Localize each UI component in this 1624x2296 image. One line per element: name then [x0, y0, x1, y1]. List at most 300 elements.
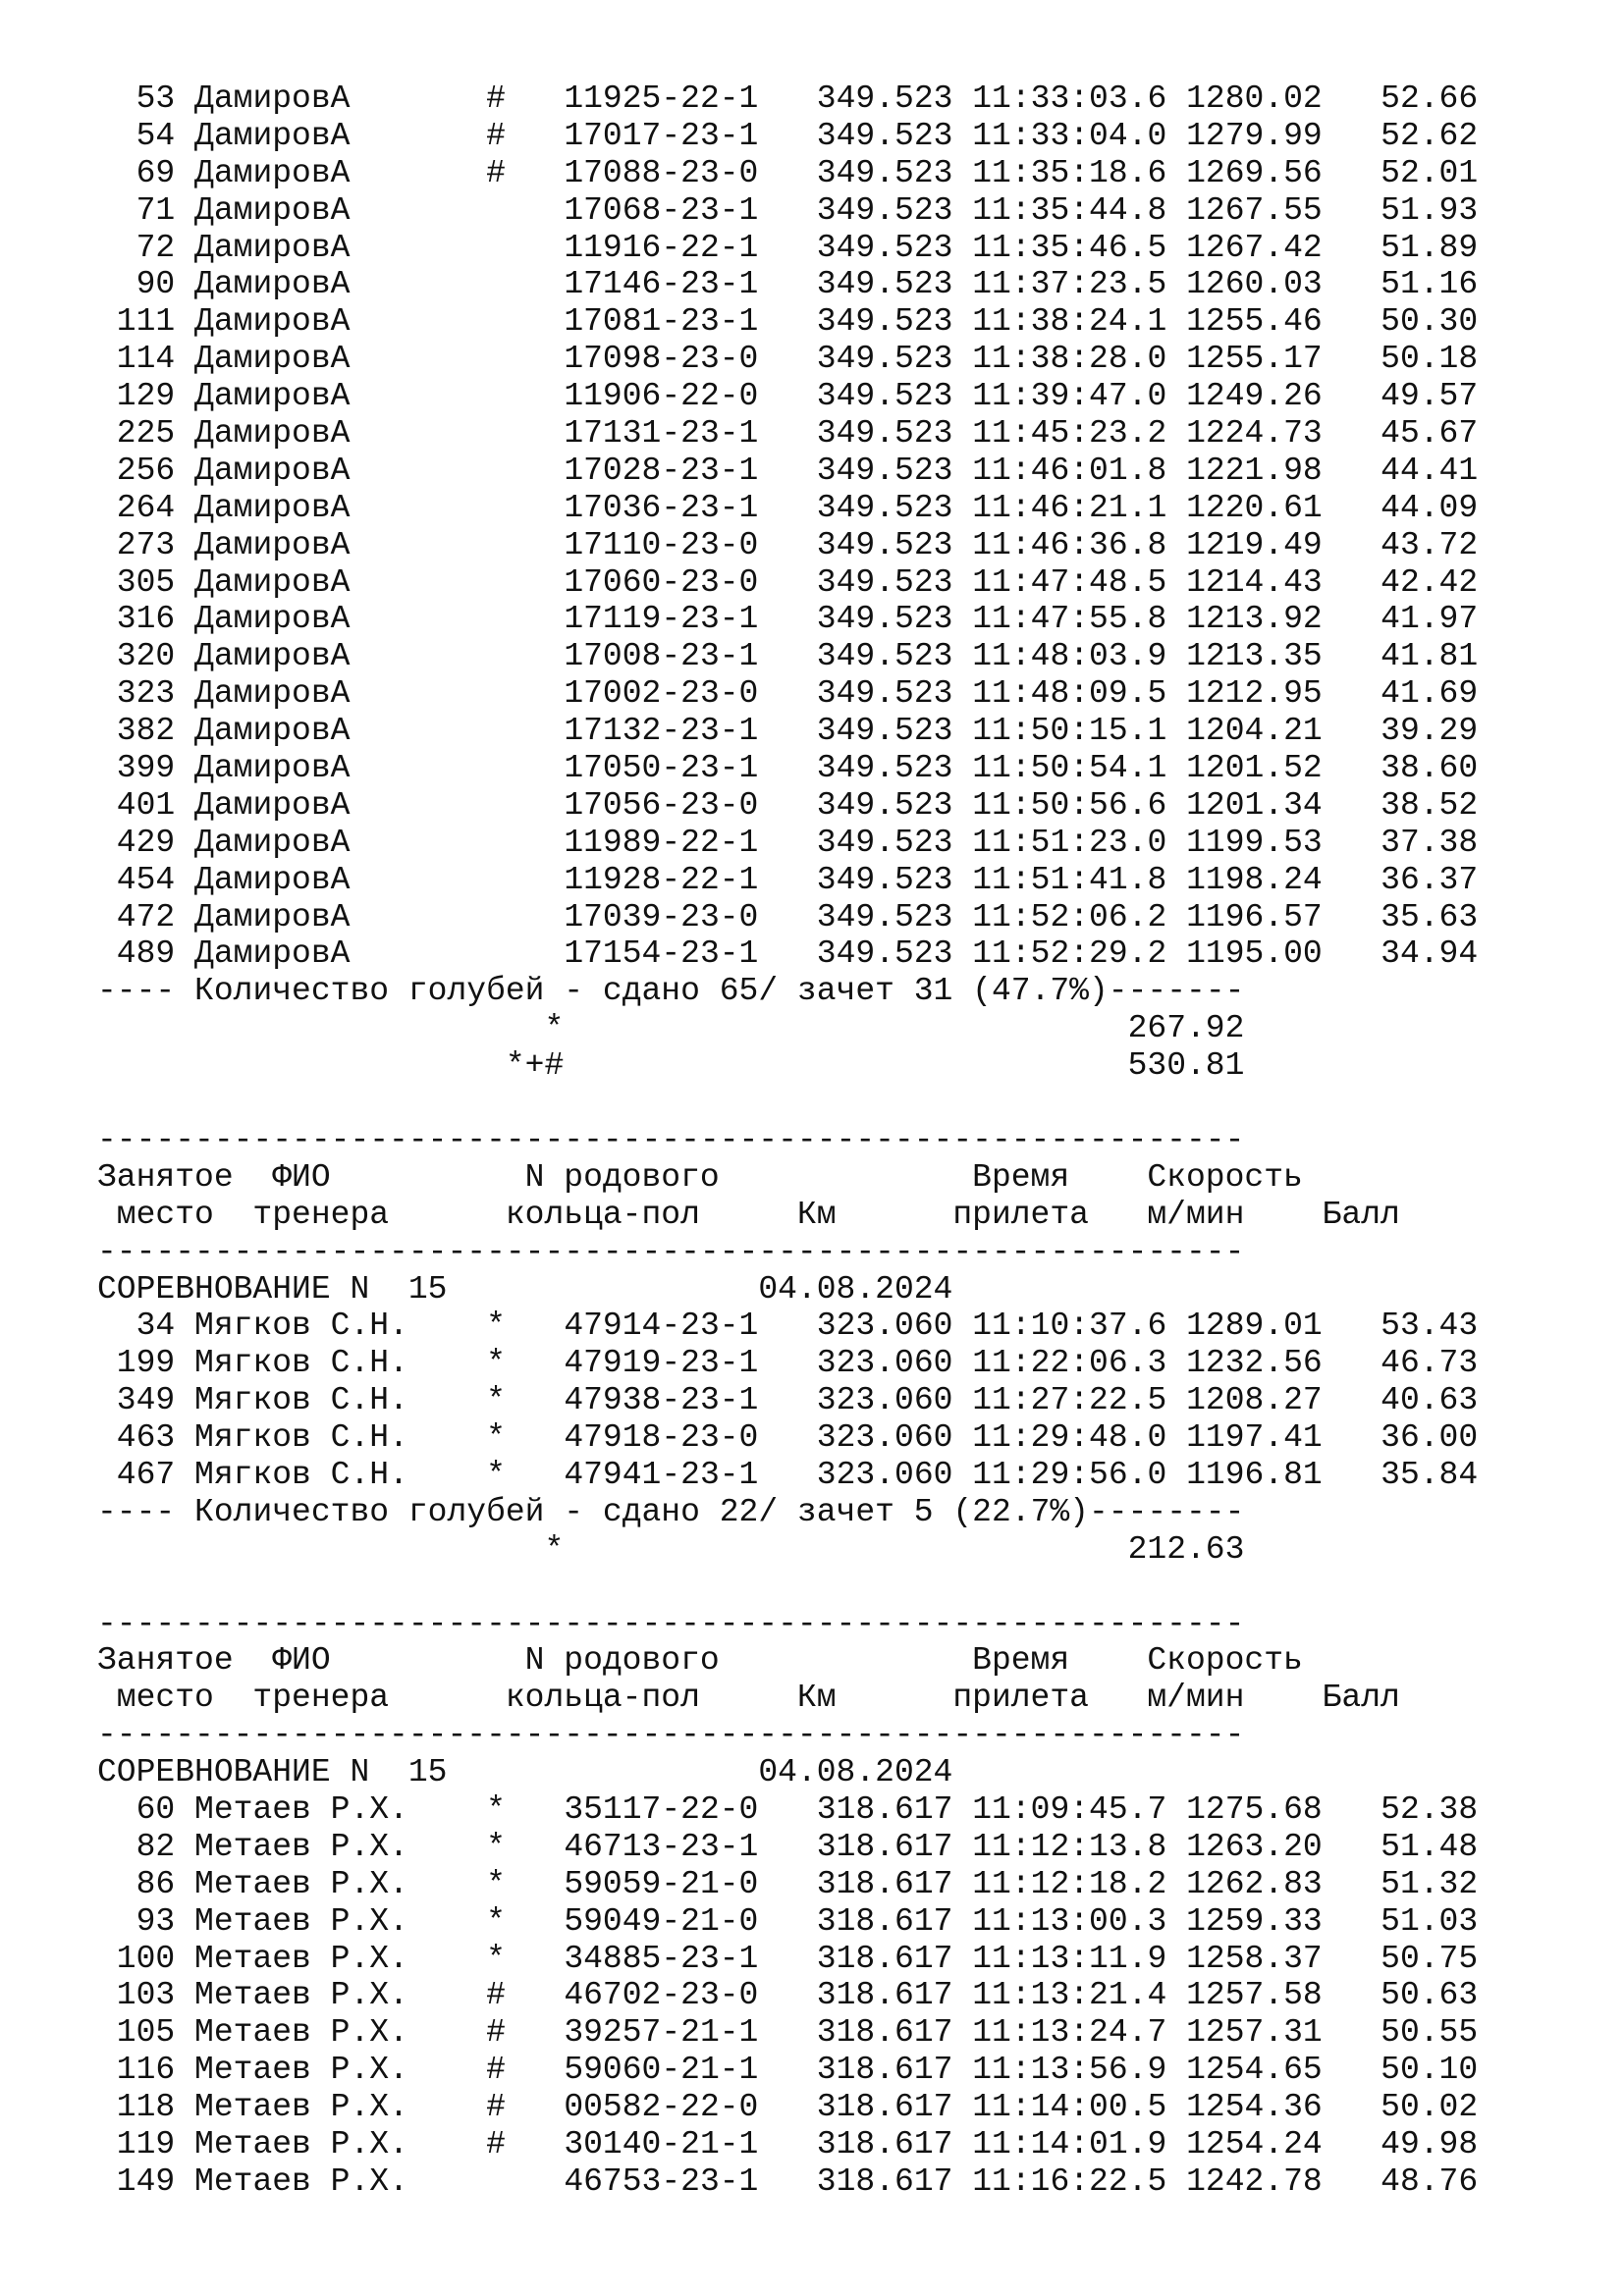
- blank-line: [97, 1085, 1478, 1122]
- table-row: 463 Мягков С.Н. * 47918-23-0 323.060 11:29:48.0 1197.41 36.00: [97, 1419, 1479, 1457]
- mark: #: [486, 2052, 506, 2089]
- pigeon-count-summary: Количество голубей - сдано 22/ зачет 5 (22.7%): [194, 1493, 1089, 1530]
- points: 53.43: [1380, 1308, 1479, 1345]
- ring-number: 35117-22-0: [564, 1790, 759, 1828]
- table-row: 103 Метаев Р.Х. # 46702-23-0 318.617 11:13:21.4 1257.58 50.63: [97, 1977, 1479, 2014]
- results-document: [97, 80, 1478, 2201]
- ring-number: 17098-23-0: [564, 341, 759, 378]
- speed: 1199.53: [1186, 824, 1323, 861]
- ring-number: 17039-23-0: [564, 898, 759, 935]
- speed: 1197.41: [1186, 1419, 1323, 1457]
- points: 36.00: [1380, 1419, 1479, 1457]
- trainer-name: ДамировА: [194, 750, 467, 787]
- points: 37.38: [1380, 824, 1479, 861]
- arrival-time: 11:33:03.6: [972, 80, 1167, 117]
- ring-number: 11989-22-1: [564, 824, 759, 861]
- distance-km: 323.060: [816, 1456, 953, 1493]
- points: 51.03: [1380, 1902, 1479, 1940]
- total-label: *+#: [505, 1047, 565, 1085]
- ring-number: 11916-22-1: [564, 229, 759, 266]
- table-row: 149 Метаев Р.Х. 46753-23-1 318.617 11:16:22.5 1242.78 48.76: [97, 2163, 1479, 2200]
- speed: 1213.92: [1186, 601, 1323, 638]
- table-row: 60 Метаев Р.Х. * 35117-22-0 318.617 11:09:45.7 1275.68 52.38: [97, 1790, 1479, 1828]
- mark: *: [486, 1902, 506, 1940]
- table-row: 118 Метаев Р.Х. # 00582-22-0 318.617 11:14:00.5 1254.36 50.02: [97, 2089, 1479, 2126]
- distance-km: 318.617: [816, 1902, 953, 1940]
- table-row: 114 ДамировА 17098-23-0 349.523 11:38:28.0 1255.17 50.18: [97, 341, 1479, 378]
- arrival-time: 11:12:13.8: [972, 1828, 1167, 1865]
- mark: [486, 378, 506, 414]
- ring-number: 11925-22-1: [564, 80, 759, 117]
- trainer-name: Метаев Р.Х.: [194, 1790, 467, 1828]
- mark: [486, 638, 506, 674]
- ring-number: 11906-22-0: [564, 378, 759, 415]
- competition-label: СОРЕВНОВАНИЕ N 15: [97, 1270, 448, 1308]
- arrival-time: 11:16:22.5: [972, 2163, 1167, 2200]
- mark: *: [486, 1865, 506, 1902]
- ring-number: 17081-23-1: [564, 303, 759, 341]
- ring-number: 17008-23-1: [564, 638, 759, 675]
- speed: 1255.46: [1186, 303, 1323, 341]
- distance-km: 323.060: [816, 1308, 953, 1345]
- trainer-name: ДамировА: [194, 341, 467, 378]
- points: 51.32: [1380, 1865, 1479, 1902]
- arrival-time: 11:13:56.9: [972, 2052, 1167, 2089]
- distance-km: 323.060: [816, 1345, 953, 1382]
- trainer-name: Мягков С.Н.: [194, 1308, 467, 1345]
- arrival-time: 11:09:45.7: [972, 1790, 1167, 1828]
- trainer-name: Метаев Р.Х.: [194, 1865, 467, 1902]
- speed: 1255.17: [1186, 341, 1323, 378]
- speed: 1258.37: [1186, 1940, 1323, 1977]
- points: 52.01: [1380, 154, 1479, 191]
- points: 39.29: [1380, 713, 1479, 750]
- separator-line: -----------------------------------------------------------: [97, 1717, 1245, 1754]
- mark: [486, 862, 506, 898]
- arrival-time: 11:29:48.0: [972, 1419, 1167, 1457]
- arrival-time: 11:52:29.2: [972, 935, 1167, 973]
- points: 41.69: [1380, 675, 1479, 713]
- arrival-time: 11:35:46.5: [972, 229, 1167, 266]
- distance-km: 318.617: [816, 2014, 953, 2052]
- mark: #: [486, 2125, 506, 2163]
- mark: #: [486, 117, 506, 154]
- mark: [486, 899, 506, 935]
- mark: *: [486, 1940, 506, 1977]
- table-header-row-1: [97, 1159, 1478, 1197]
- total-line: [97, 1531, 1478, 1569]
- points: 35.84: [1380, 1456, 1479, 1493]
- speed: 1201.34: [1186, 786, 1323, 824]
- points: 41.97: [1380, 601, 1479, 638]
- arrival-time: 11:35:44.8: [972, 191, 1167, 229]
- distance-km: 349.523: [816, 80, 953, 117]
- table-row: 225 ДамировА 17131-23-1 349.523 11:45:23.2 1224.73 45.67: [97, 415, 1479, 453]
- mark: [486, 750, 506, 786]
- separator-line: -----------------------------------------------------------: [97, 1233, 1245, 1270]
- distance-km: 318.617: [816, 1940, 953, 1977]
- trainer-name: Мягков С.Н.: [194, 1345, 467, 1382]
- mark: #: [486, 2089, 506, 2126]
- trainer-name: ДамировА: [194, 824, 467, 861]
- arrival-time: 11:47:48.5: [972, 563, 1167, 601]
- total-label: *: [544, 1530, 565, 1568]
- points: 46.73: [1380, 1345, 1479, 1382]
- distance-km: 349.523: [816, 526, 953, 563]
- trainer-name: Метаев Р.Х.: [194, 2125, 467, 2163]
- ring-number: 11928-22-1: [564, 861, 759, 898]
- mark: [486, 415, 506, 452]
- arrival-time: 11:51:41.8: [972, 861, 1167, 898]
- speed: 1198.24: [1186, 861, 1323, 898]
- points: 51.89: [1380, 229, 1479, 266]
- distance-km: 349.523: [816, 638, 953, 675]
- ring-number: 30140-21-1: [564, 2125, 759, 2163]
- table-row: 72 ДамировА 11916-22-1 349.523 11:35:46.5 1267.42 51.89: [97, 229, 1479, 266]
- trainer-name: ДамировА: [194, 229, 467, 266]
- distance-km: 349.523: [816, 266, 953, 303]
- table-row: 429 ДамировА 11989-22-1 349.523 11:51:23.0 1199.53 37.38: [97, 824, 1479, 861]
- points: 51.93: [1380, 191, 1479, 229]
- ring-number: 17060-23-0: [564, 563, 759, 601]
- distance-km: 318.617: [816, 2125, 953, 2163]
- table-row: 34 Мягков С.Н. * 47914-23-1 323.060 11:10:37.6 1289.01 53.43: [97, 1308, 1479, 1345]
- table-header-text: Занятое ФИО N родового Время Скорость: [97, 1158, 1303, 1196]
- arrival-time: 11:48:03.9: [972, 638, 1167, 675]
- table-row: 100 Метаев Р.Х. * 34885-23-1 318.617 11:13:11.9 1258.37 50.75: [97, 1940, 1479, 1977]
- mark: [486, 303, 506, 340]
- table-row: 129 ДамировА 11906-22-0 349.523 11:39:47.0 1249.26 49.57: [97, 378, 1479, 415]
- points: 43.72: [1380, 526, 1479, 563]
- table-row: 316 ДамировА 17119-23-1 349.523 11:47:55.8 1213.92 41.97: [97, 601, 1479, 638]
- trainer-name: ДамировА: [194, 489, 467, 526]
- mark: [486, 490, 506, 526]
- arrival-time: 11:27:22.5: [972, 1382, 1167, 1419]
- mark: [486, 675, 506, 712]
- mark: [486, 601, 506, 637]
- trainer-name: ДамировА: [194, 415, 467, 453]
- distance-km: 318.617: [816, 2052, 953, 2089]
- table-row: 323 ДамировА 17002-23-0 349.523 11:48:09.5 1212.95 41.69: [97, 675, 1479, 713]
- points: 40.63: [1380, 1382, 1479, 1419]
- arrival-time: 11:10:37.6: [972, 1308, 1167, 1345]
- trainer-name: ДамировА: [194, 266, 467, 303]
- distance-km: 349.523: [816, 452, 953, 489]
- points: 45.67: [1380, 415, 1479, 453]
- trainer-name: Метаев Р.Х.: [194, 2052, 467, 2089]
- table-row: 199 Мягков С.Н. * 47919-23-1 323.060 11:22:06.3 1232.56 46.73: [97, 1345, 1479, 1382]
- arrival-time: 11:13:21.4: [972, 1977, 1167, 2014]
- ring-number: 00582-22-0: [564, 2089, 759, 2126]
- points: 38.52: [1380, 786, 1479, 824]
- total-label: *: [544, 1010, 565, 1047]
- distance-km: 349.523: [816, 117, 953, 154]
- arrival-time: 11:52:06.2: [972, 898, 1167, 935]
- points: 50.18: [1380, 341, 1479, 378]
- distance-km: 318.617: [816, 1977, 953, 2014]
- distance-km: 349.523: [816, 861, 953, 898]
- arrival-time: 11:29:56.0: [972, 1456, 1167, 1493]
- trainer-name: Метаев Р.Х.: [194, 2014, 467, 2052]
- distance-km: 349.523: [816, 750, 953, 787]
- table-row: 93 Метаев Р.Х. * 59049-21-0 318.617 11:13:00.3 1259.33 51.03: [97, 1902, 1479, 1940]
- arrival-time: 11:13:00.3: [972, 1902, 1167, 1940]
- ring-number: 46713-23-1: [564, 1828, 759, 1865]
- competition-date: 04.08.2024: [758, 1270, 953, 1308]
- speed: 1289.01: [1186, 1308, 1323, 1345]
- arrival-time: 11:33:04.0: [972, 117, 1167, 154]
- ring-number: 47941-23-1: [564, 1456, 759, 1493]
- mark: *: [486, 1345, 506, 1382]
- table-row: 111 ДамировА 17081-23-1 349.523 11:38:24.1 1255.46 50.30: [97, 303, 1479, 341]
- mark: [486, 527, 506, 563]
- speed: 1257.58: [1186, 1977, 1323, 2014]
- table-row: 489 ДамировА 17154-23-1 349.523 11:52:29.2 1195.00 34.94: [97, 935, 1479, 973]
- speed: 1224.73: [1186, 415, 1323, 453]
- ring-number: 47918-23-0: [564, 1419, 759, 1457]
- trainer-name: ДамировА: [194, 378, 467, 415]
- table-row: 69 ДамировА # 17088-23-0 349.523 11:35:18.6 1269.56 52.01: [97, 154, 1479, 191]
- trainer-name: ДамировА: [194, 303, 467, 341]
- trainer-name: ДамировА: [194, 452, 467, 489]
- arrival-time: 11:38:28.0: [972, 341, 1167, 378]
- ring-number: 34885-23-1: [564, 1940, 759, 1977]
- trainer-name: ДамировА: [194, 526, 467, 563]
- summary-line: ---- Количество голубей - сдано 22/ зачет 5 (22.7%)--------: [97, 1493, 1245, 1530]
- speed: 1267.55: [1186, 191, 1323, 229]
- speed: 1214.43: [1186, 563, 1323, 601]
- ring-number: 17110-23-0: [564, 526, 759, 563]
- total-value: 212.63: [1127, 1530, 1245, 1568]
- table-row: 90 ДамировА 17146-23-1 349.523 11:37:23.5 1260.03 51.16: [97, 266, 1479, 303]
- ring-number: 17017-23-1: [564, 117, 759, 154]
- points: 52.66: [1380, 80, 1479, 117]
- separator-line: -----------------------------------------------------------: [97, 1605, 1245, 1642]
- speed: 1242.78: [1186, 2163, 1323, 2200]
- trainer-name: ДамировА: [194, 713, 467, 750]
- speed: 1275.68: [1186, 1790, 1323, 1828]
- distance-km: 318.617: [816, 1865, 953, 1902]
- mark: #: [486, 1977, 506, 2014]
- trainer-name: Метаев Р.Х.: [194, 2089, 467, 2126]
- table-row: 467 Мягков С.Н. * 47941-23-1 323.060 11:29:56.0 1196.81 35.84: [97, 1456, 1479, 1493]
- points: 49.57: [1380, 378, 1479, 415]
- table-header-row-1: [97, 1642, 1478, 1680]
- points: 50.63: [1380, 1977, 1479, 2014]
- ring-number: 17119-23-1: [564, 601, 759, 638]
- distance-km: 323.060: [816, 1382, 953, 1419]
- ring-number: 17056-23-0: [564, 786, 759, 824]
- distance-km: 349.523: [816, 489, 953, 526]
- distance-km: 349.523: [816, 191, 953, 229]
- speed: 1254.24: [1186, 2125, 1323, 2163]
- trainer-name: ДамировА: [194, 563, 467, 601]
- distance-km: 318.617: [816, 2089, 953, 2126]
- arrival-time: 11:45:23.2: [972, 415, 1167, 453]
- speed: 1263.20: [1186, 1828, 1323, 1865]
- mark: *: [486, 1790, 506, 1828]
- speed: 1269.56: [1186, 154, 1323, 191]
- table-row: 71 ДамировА 17068-23-1 349.523 11:35:44.8 1267.55 51.93: [97, 191, 1479, 229]
- speed: 1254.36: [1186, 2089, 1323, 2126]
- table-row: 401 ДамировА 17056-23-0 349.523 11:50:56.6 1201.34 38.52: [97, 786, 1479, 824]
- table-row: 273 ДамировА 17110-23-0 349.523 11:46:36.8 1219.49 43.72: [97, 526, 1479, 563]
- table-header-text: Занятое ФИО N родового Время Скорость: [97, 1642, 1303, 1680]
- table-row: 53 ДамировА # 11925-22-1 349.523 11:33:03.6 1280.02 52.66: [97, 80, 1479, 117]
- speed: 1196.81: [1186, 1456, 1323, 1493]
- distance-km: 323.060: [816, 1419, 953, 1457]
- ring-number: 47938-23-1: [564, 1382, 759, 1419]
- trainer-name: ДамировА: [194, 786, 467, 824]
- ring-number: 46702-23-0: [564, 1977, 759, 2014]
- trainer-name: Метаев Р.Х.: [194, 1902, 467, 1940]
- speed: 1196.57: [1186, 898, 1323, 935]
- distance-km: 349.523: [816, 898, 953, 935]
- table-row: 119 Метаев Р.Х. # 30140-21-1 318.617 11:14:01.9 1254.24 49.98: [97, 2125, 1479, 2163]
- distance-km: 349.523: [816, 378, 953, 415]
- points: 50.55: [1380, 2014, 1479, 2052]
- speed: 1254.65: [1186, 2052, 1323, 2089]
- trainer-name: Метаев Р.Х.: [194, 2163, 467, 2200]
- arrival-time: 11:50:54.1: [972, 750, 1167, 787]
- arrival-time: 11:22:06.3: [972, 1345, 1167, 1382]
- arrival-time: 11:12:18.2: [972, 1865, 1167, 1902]
- speed: 1212.95: [1186, 675, 1323, 713]
- mark: *: [486, 1419, 506, 1457]
- competition-date: 04.08.2024: [758, 1754, 953, 1791]
- total-value: 530.81: [1127, 1047, 1245, 1085]
- summary-line: ---- Количество голубей - сдано 65/ зачет 31 (47.7%)-------: [97, 973, 1245, 1010]
- speed: 1220.61: [1186, 489, 1323, 526]
- trainer-name: ДамировА: [194, 191, 467, 229]
- speed: 1262.83: [1186, 1865, 1323, 1902]
- points: 50.75: [1380, 1940, 1479, 1977]
- points: 52.62: [1380, 117, 1479, 154]
- trainer-name: Метаев Р.Х.: [194, 1977, 467, 2014]
- mark: #: [486, 154, 506, 191]
- table-row: 116 Метаев Р.Х. # 59060-21-1 318.617 11:13:56.9 1254.65 50.10: [97, 2052, 1479, 2089]
- trainer-name: ДамировА: [194, 638, 467, 675]
- distance-km: 318.617: [816, 1828, 953, 1865]
- points: 44.41: [1380, 452, 1479, 489]
- speed: 1260.03: [1186, 266, 1323, 303]
- trainer-name: ДамировА: [194, 935, 467, 973]
- trainer-name: Метаев Р.Х.: [194, 1940, 467, 1977]
- arrival-time: 11:14:00.5: [972, 2089, 1167, 2126]
- mark: [486, 341, 506, 377]
- table-row: 305 ДамировА 17060-23-0 349.523 11:47:48.5 1214.43 42.42: [97, 563, 1479, 601]
- mark: *: [486, 1828, 506, 1865]
- blank-line: [97, 1569, 1478, 1606]
- mark: [486, 192, 506, 229]
- arrival-time: 11:46:01.8: [972, 452, 1167, 489]
- speed: 1267.42: [1186, 229, 1323, 266]
- distance-km: 349.523: [816, 341, 953, 378]
- arrival-time: 11:39:47.0: [972, 378, 1167, 415]
- trainer-name: Метаев Р.Х.: [194, 1828, 467, 1865]
- ring-number: 17050-23-1: [564, 750, 759, 787]
- table-row: 105 Метаев Р.Х. # 39257-21-1 318.617 11:13:24.7 1257.31 50.55: [97, 2014, 1479, 2052]
- speed: 1259.33: [1186, 1902, 1323, 1940]
- trainer-name: ДамировА: [194, 117, 467, 154]
- table-row: 472 ДамировА 17039-23-0 349.523 11:52:06.2 1196.57 35.63: [97, 898, 1479, 935]
- points: 34.94: [1380, 935, 1479, 973]
- ring-number: 17131-23-1: [564, 415, 759, 453]
- total-value: 267.92: [1127, 1010, 1245, 1047]
- separator-line: -----------------------------------------------------------: [97, 1121, 1245, 1158]
- distance-km: 318.617: [816, 2163, 953, 2200]
- speed: 1213.35: [1186, 638, 1323, 675]
- distance-km: 349.523: [816, 713, 953, 750]
- ring-number: 17028-23-1: [564, 452, 759, 489]
- speed: 1257.31: [1186, 2014, 1323, 2052]
- distance-km: 349.523: [816, 786, 953, 824]
- trainer-name: ДамировА: [194, 675, 467, 713]
- distance-km: 349.523: [816, 415, 953, 453]
- speed: 1204.21: [1186, 713, 1323, 750]
- mark: [486, 266, 506, 302]
- ring-number: 17146-23-1: [564, 266, 759, 303]
- trainer-name: ДамировА: [194, 154, 467, 191]
- mark: #: [486, 2014, 506, 2052]
- trainer-name: Мягков С.Н.: [194, 1456, 467, 1493]
- arrival-time: 11:35:18.6: [972, 154, 1167, 191]
- arrival-time: 11:14:01.9: [972, 2125, 1167, 2163]
- speed: 1279.99: [1186, 117, 1323, 154]
- mark: [486, 713, 506, 749]
- ring-number: 17002-23-0: [564, 675, 759, 713]
- trainer-name: ДамировА: [194, 898, 467, 935]
- table-row: 454 ДамировА 11928-22-1 349.523 11:51:41.8 1198.24 36.37: [97, 861, 1479, 898]
- ring-number: 59049-21-0: [564, 1902, 759, 1940]
- mark: [486, 453, 506, 489]
- distance-km: 349.523: [816, 229, 953, 266]
- mark: [486, 825, 506, 861]
- speed: 1232.56: [1186, 1345, 1323, 1382]
- trainer-name: Мягков С.Н.: [194, 1419, 467, 1457]
- total-line: [97, 1010, 1478, 1047]
- points: 51.48: [1380, 1828, 1479, 1865]
- points: 36.37: [1380, 861, 1479, 898]
- table-row: 382 ДамировА 17132-23-1 349.523 11:50:15.1 1204.21 39.29: [97, 713, 1479, 750]
- competition-line: [97, 1271, 1478, 1308]
- arrival-time: 11:13:24.7: [972, 2014, 1167, 2052]
- mark: [486, 230, 506, 266]
- arrival-time: 11:46:36.8: [972, 526, 1167, 563]
- arrival-time: 11:37:23.5: [972, 266, 1167, 303]
- points: 52.38: [1380, 1790, 1479, 1828]
- points: 50.02: [1380, 2089, 1479, 2126]
- table-header-text: место тренера кольца-пол Км прилета м/мин Балл: [97, 1680, 1400, 1717]
- distance-km: 349.523: [816, 824, 953, 861]
- points: 50.30: [1380, 303, 1479, 341]
- points: 41.81: [1380, 638, 1479, 675]
- arrival-time: 11:50:15.1: [972, 713, 1167, 750]
- table-row: 86 Метаев Р.Х. * 59059-21-0 318.617 11:12:18.2 1262.83 51.32: [97, 1865, 1479, 1902]
- ring-number: 59059-21-0: [564, 1865, 759, 1902]
- total-line: [97, 1047, 1478, 1085]
- speed: 1280.02: [1186, 80, 1323, 117]
- arrival-time: 11:47:55.8: [972, 601, 1167, 638]
- competition-line: [97, 1754, 1478, 1791]
- points: 51.16: [1380, 266, 1479, 303]
- mark: *: [486, 1456, 506, 1493]
- table-row: 264 ДамировА 17036-23-1 349.523 11:46:21.1 1220.61 44.09: [97, 489, 1479, 526]
- ring-number: 17132-23-1: [564, 713, 759, 750]
- distance-km: 349.523: [816, 675, 953, 713]
- arrival-time: 11:46:21.1: [972, 489, 1167, 526]
- points: 35.63: [1380, 898, 1479, 935]
